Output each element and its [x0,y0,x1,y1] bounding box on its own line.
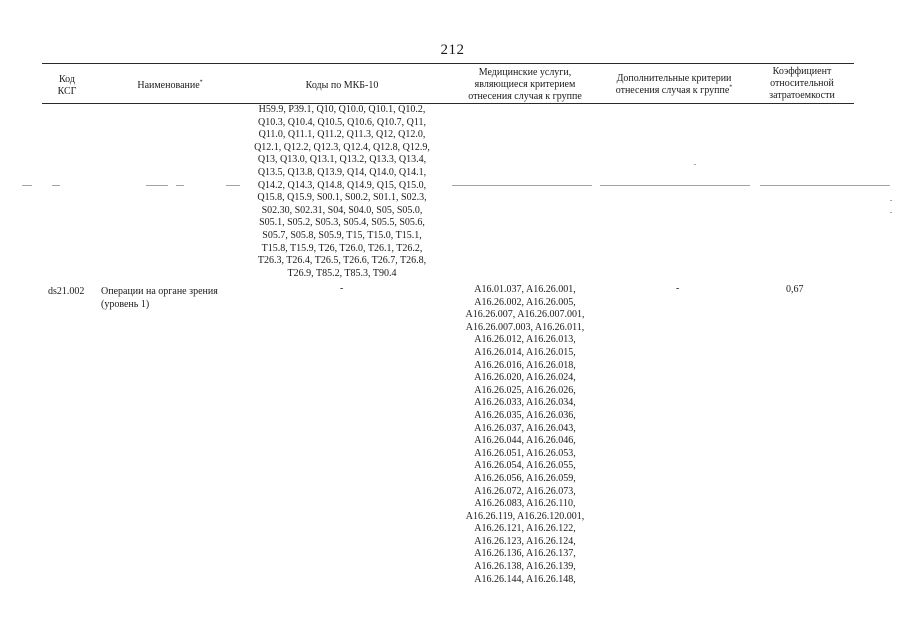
icd-line: S05.7, S05.8, S05.9, T15, T15.0, T15.1, [262,229,422,241]
row-extra-dash: - [676,283,680,294]
header-extra-criteria: Дополнительные критерии отнесения случая к группе* [615,73,733,96]
icd-line: T26.3, T26.4, T26.5, T26.6, T26.7, T26.8, [257,255,427,267]
header-name: Наименование* [137,79,203,91]
service-line: A16.26.083, A16.26.110, [474,498,576,510]
service-line: A16.26.012, A16.26.013, [474,334,576,346]
icd-line: T26.9, T85.2, T85.3, T90.4 [287,267,397,279]
icd-line: S05.1, S05.2, S05.3, S05.4, S05.5, S05.6, [259,217,425,229]
service-line: A16.26.007, A16.26.007.001, [465,309,585,321]
scan-artifact [600,185,750,186]
icd-codes-continuation [242,104,442,280]
service-line: A16.26.119, A16.26.120.001, [465,510,585,522]
table-top-rule [42,63,854,64]
footnote-mark: * [199,79,203,86]
service-line: A16.26.035, A16.26.036, [474,409,576,421]
service-line: A16.26.056, A16.26.059, [474,472,576,484]
service-line: A16.26.051, A16.26.053, [474,447,576,459]
scan-artifact [146,185,168,186]
icd-line: Q12.1, Q12.2, Q12.3, Q12.4, Q12.8, Q12.9, [254,141,430,153]
scan-artifact [226,185,240,186]
service-line: A16.26.138, A16.26.139, [474,561,576,573]
service-line: A16.26.033, A16.26.034, [474,397,576,409]
row-icd-dash: - [340,283,344,294]
icd-line: Q11.0, Q11.1, Q11.2, Q11.3, Q12, Q12.0, [258,129,426,141]
icd-line: H59.9, P39.1, Q10, Q10.0, Q10.1, Q10.2, [258,104,426,115]
service-line: A16.26.014, A16.26.015, [474,346,576,358]
icd-line: S02.30, S02.31, S04, S04.0, S05, S05.0, [261,204,423,216]
service-line: A16.26.037, A16.26.043, [474,422,576,434]
header-icd-codes: Коды по МКБ-10 [305,80,379,91]
footnote-mark: * [729,84,733,91]
scan-artifact [52,185,60,186]
scan-artifact [22,185,32,186]
service-line: A16.01.037, A16.26.001, [474,284,576,295]
scan-artifact [890,212,892,213]
table-header-rule [42,103,854,104]
row-medical-services [452,284,598,586]
header-medical-services: Медицинские услуги, являющиеся критерием отнесения случая к группе [468,67,582,102]
icd-line: Q13, Q13.0, Q13.1, Q13.2, Q13.3, Q13.4, [257,154,427,166]
service-line: A16.26.136, A16.26.137, [474,548,576,560]
icd-line: Q13.5, Q13.8, Q13.9, Q14, Q14.0, Q14.1, [257,166,427,178]
header-code-ksg: Код КСГ [57,74,77,97]
service-line: A16.26.016, A16.26.018, [474,359,576,371]
icd-line: Q15.8, Q15.9, S00.1, S00.2, S01.1, S02.3, [257,192,427,204]
scan-artifact [694,164,696,165]
row-name: Операции на органе зрения (уровень 1) [101,286,218,310]
scan-artifact [760,185,890,186]
service-line: A16.26.144, A16.26.148, [474,573,576,585]
page-number: 212 [440,42,465,58]
service-line: A16.26.123, A16.26.124, [474,535,576,547]
icd-line: Q14.2, Q14.3, Q14.8, Q14.9, Q15, Q15.0, [257,179,427,191]
scan-artifact [176,185,184,186]
row-code: ds21.002 [48,286,85,297]
service-line: A16.26.002, A16.26.005, [474,296,576,308]
service-line: A16.26.007.003, A16.26.011, [465,321,585,333]
service-line: A16.26.072, A16.26.073, [474,485,576,497]
service-line: A16.26.020, A16.26.024, [474,372,576,384]
scan-artifact [452,185,592,186]
scan-artifact [890,200,892,201]
icd-line: T15.8, T15.9, T26, T26.0, T26.1, T26.2, [261,242,423,254]
header-coefficient: Коэффициент относительной затратоемкости [769,66,835,101]
row-coefficient: 0,67 [786,284,804,295]
service-line: A16.26.054, A16.26.055, [474,460,576,472]
service-line: A16.26.025, A16.26.026, [474,384,576,396]
icd-line: Q10.3, Q10.4, Q10.5, Q10.6, Q10.7, Q11, [258,116,426,128]
service-line: A16.26.121, A16.26.122, [474,523,576,535]
service-line: A16.26.044, A16.26.046, [474,435,576,447]
